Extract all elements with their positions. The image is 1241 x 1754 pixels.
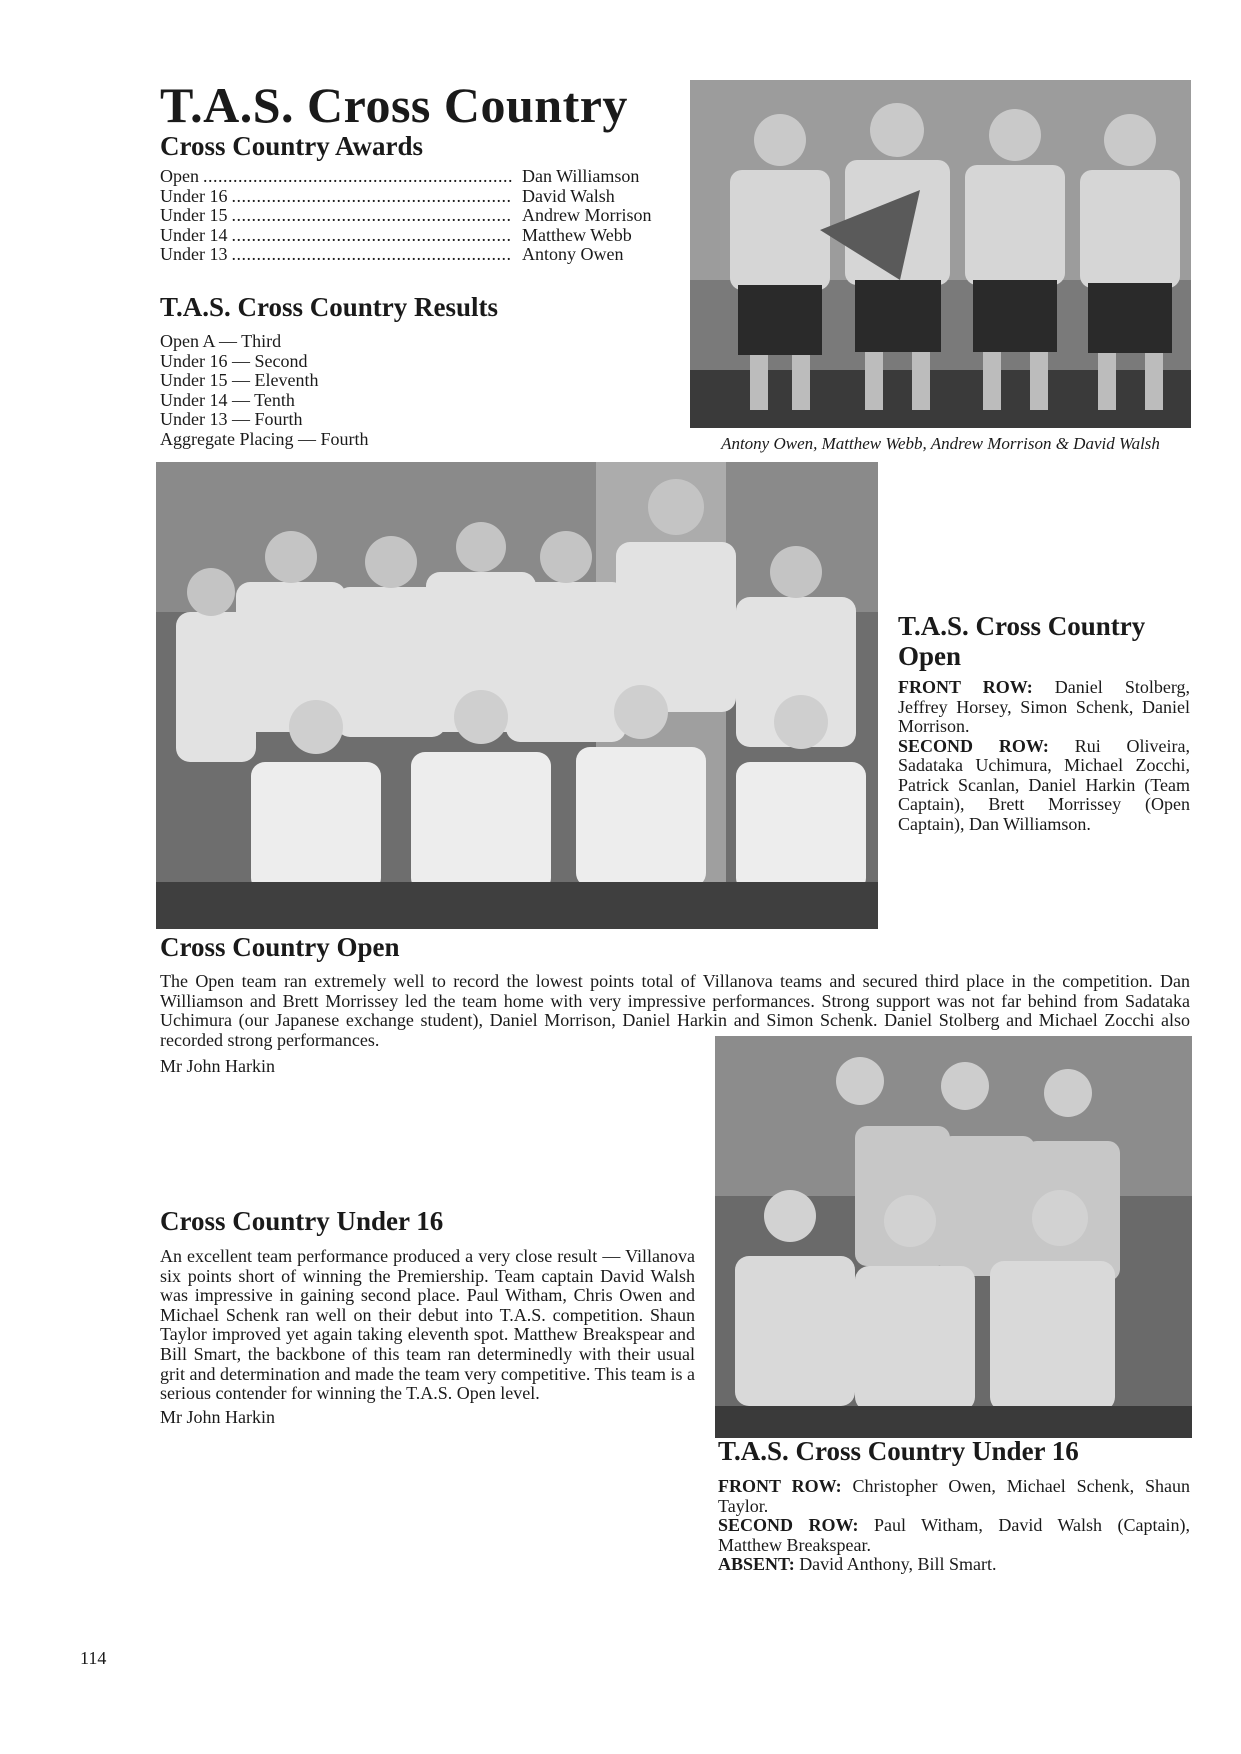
award-category: Open .....	[160, 167, 512, 187]
second-row-names: Rui Oliveira, Sadataka Uchimura, Michael Zocchi, Patrick Scanlan, Daniel Harkin (Team Captain), Brett Morrissey (Open Captain), Dan Williamson.	[898, 735, 1191, 834]
front-row-names: Christopher Owen, Michael Schenk, Shaun Taylor.	[718, 1476, 1190, 1516]
open-team-names	[898, 678, 1190, 834]
absent-names: David Anthony, Bill Smart.	[794, 1554, 997, 1574]
result-item: Under 15 — Eleventh	[160, 370, 319, 390]
award-name: Dan Williamson	[522, 166, 640, 186]
result-item: Under 14 — Tenth	[160, 389, 295, 410]
awards-list	[160, 167, 705, 265]
results-list	[160, 332, 368, 449]
front-row-label: FRONT ROW:	[718, 1476, 842, 1496]
award-category: Under 16 .....	[160, 187, 512, 207]
open-report-text: The Open team ran extremely well to record the lowest points total of Villanova teams and secured third place in the competition. Dan Williamson and Brett Morrissey led the team home with very impressive performances. Strong support was not far behind from Sadataka Uchimura (our Japanese exchange student), Daniel Morrison, Daniel Harkin and Simon Schenk. Daniel Stolberg and Michael Zocchi also recorded strong performances.	[160, 971, 1190, 1050]
u16-team-names	[718, 1477, 1190, 1575]
photo-under-age-winners	[690, 80, 1191, 428]
absent-label: ABSENT:	[718, 1554, 795, 1574]
second-row-label: SECOND ROW:	[718, 1515, 859, 1535]
open-team-heading: T.A.S. Cross Country Open	[898, 611, 1146, 671]
u16-report-author: Mr John Harkin	[160, 1407, 275, 1427]
page-number: 114	[80, 1648, 107, 1668]
result-item: Aggregate Placing — Fourth	[160, 428, 369, 449]
front-row-names: Daniel Stolberg, Jeffrey Horsey, Simon Schenk, Daniel Morrison.	[898, 677, 1190, 736]
photo-caption: Antony Owen, Matthew Webb, Andrew Morrison & David Walsh	[721, 434, 1160, 453]
awards-heading: Cross Country Awards	[160, 131, 424, 161]
photo-open-team	[156, 462, 878, 929]
award-name: Andrew Morrison	[522, 205, 652, 225]
u16-report-text: An excellent team performance produced a very close result — Villanova six points short of winning the Premiership. Team captain David Walsh was impressive in gaining second place. Paul Witham, Chris Owen and Michael Schenk ran well on their debut into T.A.S. competition. Shaun Taylor improved yet again taking eleventh spot. Matthew Breakspear and Bill Smart, the backbone of this team ran determinedly with their usual grit and determination and made the team very competitive. This team is a serious contender for winning the T.A.S. Open level.	[160, 1246, 695, 1404]
result-item: Under 13 — Fourth	[160, 409, 303, 429]
u16-report-heading: Cross Country Under 16	[160, 1206, 444, 1236]
result-item: Under 16 — Second	[160, 350, 308, 371]
front-row-label: FRONT ROW:	[898, 677, 1033, 697]
award-name: David Walsh	[522, 185, 615, 206]
photo-under16-team	[715, 1036, 1192, 1438]
award-name: Antony Owen	[522, 244, 624, 264]
award-category: Under 14 .....	[160, 226, 512, 246]
award-category: Under 13 .....	[160, 245, 512, 265]
page-title: T.A.S. Cross Country	[160, 77, 628, 133]
u16-team-heading: T.A.S. Cross Country Under 16	[718, 1436, 1079, 1466]
second-row-label: SECOND ROW:	[898, 735, 1049, 756]
second-row-names: Paul Witham, David Walsh (Captain), Matthew Breakspear.	[718, 1515, 1191, 1555]
open-report-heading: Cross Country Open	[160, 932, 400, 962]
award-category: Under 15 .....	[160, 206, 512, 226]
open-report-author: Mr John Harkin	[160, 1056, 275, 1076]
results-heading: T.A.S. Cross Country Results	[160, 292, 499, 322]
result-item: Open A — Third	[160, 331, 282, 351]
award-name: Matthew Webb	[522, 224, 632, 245]
